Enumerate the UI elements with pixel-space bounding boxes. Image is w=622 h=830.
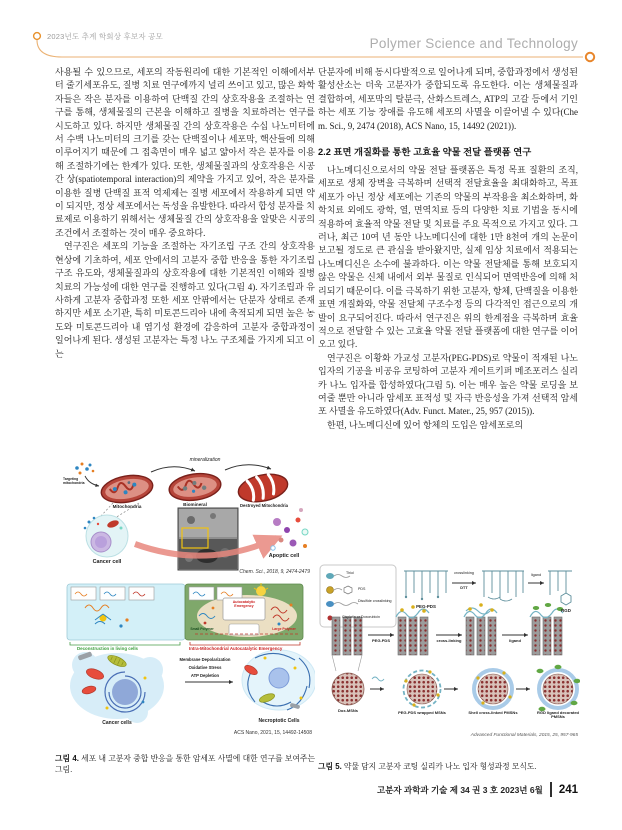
fig4-label-small-polymer: Small Polymer [190, 627, 214, 631]
fig4-label-intra-mitochondrial: Intra-Mitochondrial Autocatalytic Emergency [189, 646, 283, 651]
right-column [318, 66, 578, 562]
fig4-citation-chem-sci: Chem. Sci., 2018, 9, 2474-2479 [239, 569, 310, 575]
fig4-citation-acs-nano: ACS Nano, 2021, 15, 14492-14508 [233, 730, 312, 736]
fig4-label-oxidative-stress: Oxidative Stress [188, 665, 222, 670]
figure-5-illustration [318, 563, 580, 751]
fig4-label-large-polymer: Large Polymer [272, 627, 296, 631]
figure-5-caption-text: 약물 담지 고분자 코팅 실리카 나노 입자 형성과정 모식도. [343, 761, 537, 771]
journal-title: Polymer Science and Technology [369, 36, 578, 51]
fig5-particle-rgd-decorated: RGD ligand decorated PMSNs [536, 710, 579, 720]
body-paragraph: 연구진은 세포의 기능을 조절하는 자기조립 구조 간의 상호작용 현상에 기초하여, 세포 안에서의 고분자 중합 반응을 통한 자기조립 구조 유도와, 생체물질과의 상호작용에 대한 기본적인 이해와 질병 치료의 가능성에 대한 연구를 진행하고 있다(그림 4). 자기조립과 유사하게 고분자 중합과정 또한 세포 안팎에서는 단분자 상태로 존재하지만 세포 소기관, 특히 미토콘드리아 내에 축적되게 되면 높은 농도와 미토콘드리아 내 염기성 환경에 감응하여 고분자 중합과정이 일어나게 된다. 생성된 고분자는 특정 나노 구조체를 가지게 되고 이는 [55, 241, 315, 359]
fig4-label-biomineral: Biomineral [183, 502, 207, 507]
section-heading: 2.2 표면 개질화를 통한 고효율 약물 전달 플랫폼 연구 [318, 147, 532, 158]
fig5-arrow-label-ligand: ligand [509, 638, 521, 643]
fig5-label-crosslinking: crosslinking [454, 571, 474, 575]
fig4-label-mineralization: mineralization [189, 457, 221, 463]
fig4-label-mitochondria: Mitochondria [112, 504, 142, 509]
body-paragraph: 연구진은 이황화 가교성 고분자(PEG-PDS)로 약물이 적재된 나노 입자의 기공을 비공유 코팅하여 고분자 게이트키퍼 메조포러스 실리카 나노 입자를 합성하였다(그림 5). 이는 매우 높은 약물 로딩을 보여줄 뿐만 아니라 암세포 표적성 및 자극 반응성을 가져 선택적 암세포 사멸을 유도하였다(Adv. Funct. Mater., 25, 957 (2015)). [318, 352, 578, 417]
fig4-label-deconstruction: Deconstruction in living cells [77, 646, 138, 651]
fig5-legend-disulfide: Disulfide crosslinking [358, 599, 392, 603]
fig5-legend-cisplatin-doxorubicin: Cisplatin or Doxorubicin [342, 615, 380, 619]
fig4-label-apoptic-cell: Apoptic cell [268, 553, 300, 559]
fig5-label-peg-pds-polymer: PEG-PDS [416, 604, 436, 609]
figure-4-illustration [55, 458, 315, 743]
figure-4-caption-label: 그림 4. [55, 753, 79, 763]
fig5-particle-dox-msns: Dox-MSNs [337, 708, 358, 713]
fig5-arrow-label-cross-linking: cross-linking [436, 638, 462, 643]
fig4-label-cancer-cells: Cancer cells [102, 720, 132, 726]
fig5-legend-thiol: Thiol [346, 571, 354, 575]
fig5-particle-shell-crosslinked: Shell cross-linked PMSNs [468, 710, 518, 715]
fig5-citation-afm: Advanced Functional Materials, 2015, 25, 957-965 [470, 733, 578, 738]
page-footer [377, 782, 578, 797]
fig5-arrow-label-peg-pds: PEG-PDS [371, 638, 390, 643]
fig5-label-ligand-top: ligand [530, 573, 542, 577]
figure-5-caption [318, 761, 580, 772]
body-paragraph: 나노메디신으로서의 약물 전달 플랫폼은 특정 목표 질환의 조직, 세포로 생체 장벽을 극복하며 선택적 전달효율을 최대화하고, 목표 세포가 아닌 정상 세포에는 기존의 약물의 부작용을 최소화하며, 화학치료 외에도 광학, 열, 면역치료 등의 다양한 치료 기법을 동시에 적용하여 효율적 약물 전달 및 치료를 주요 목적으로 가지고 있다. 그러나, 최근 10여 년 동안 나노메디신에 대한 1만 8천여 개의 논문이 보고될 정도로 큰 관심을 받아왔지만, 실제 임상 치료에서 적용되는 나노메디신은 소수에 불과하다. 이는 약물 전달체를 통해 보호되지 않은 약물은 신체 내에서 외부 물질로 인식되어 면역반응에 의해 처리되기 때문이다. 이를 극복하기 위한 고분자, 항체, 단백질을 이용한 표면 개질화와, 약물 전달체 구조수정 등의 다각적인 접근으로의 개발이 요구되어진다. 따라서 연구진은 위의 한계점을 극복하며 효율적으로 전달할 수 있는 고효율 약물 전달 플랫폼에 대한 연구를 이어오고 있다. [318, 165, 578, 350]
fig4-label-targeting-mitochondria: Targeting mitochondria [63, 477, 85, 485]
figure-5-graphic [318, 563, 580, 751]
fig5-particle-peg-pds-wrapped: PEG-PDS wrapped MSNs [398, 710, 446, 715]
body-paragraph: 사용될 수 있으므로, 세포의 작동원리에 대한 기본적인 이해에서부터 줄기세포유도, 질병 치료 연구에까지 널리 쓰이고 있고, 많은 화학자들은 작은 분자를 이용하여 단백질 간의 상호작용을 조절하는 연구를 통해, 생체물질의 근본을 이해하고 질병을 치료하려는 연구를 시도하고 있다. 하지만 생체물질 간의 상호작용은 수십 나노미터에서 수백 나노미터의 크기를 갖는 단백질이나 세포막, 핵산들에 의해 이루어지기 때문에 그 접촉면이 매우 넓고 얇아서 작은 분자를 이용해 조절하기에는 한계가 있다. 또한, 생체물질과의 상호작용은 시공간 상(spatiotemporal interaction)의 제약을 가지고 있어, 작은 분자를 이용한 질병 단백질 표적 억제제는 질병 세포에서 작용하게 되면 약이 되지만, 정상 세포에서는 독성을 유발한다. 따라서 합성 분자를 치료제로 이용하기 위해서는 생체물질 간의 상호작용을 알맞은 시공의 조건에서 조절하는 것이 매우 중요하다. [55, 67, 315, 238]
left-column [55, 66, 315, 456]
header-event-label: 2023년도 추계 학회상 후보자 공모 [47, 32, 163, 41]
figure-5-caption-label: 그림 5. [318, 761, 342, 771]
fig5-label-rgd: RGD [561, 608, 571, 613]
figure-4-graphic [55, 458, 315, 743]
page-number: 241 [558, 783, 578, 796]
body-paragraph: 단분자에 비해 동시다발적으로 일어나게 되며, 중합과정에서 생성된 활성산소는 더욱 고분자가 중합되도록 유도한다. 이는 생체물질과 결합하여, 세포막의 탈분극, 산화스트레스, ATP의 고갈 등에서 기인하는 세포 기능 장애를 유도해 세포의 사멸을 이끌어낼 수 있다(Chem. Sci., 9, 2474 (2018), ACS Nano, 15, 14492 (2021)). [318, 67, 578, 131]
footer-divider [550, 782, 552, 797]
figure-4-caption [55, 753, 315, 775]
fig4-label-atp-depletion: ATP Depletion [190, 673, 220, 678]
fig4-label-autocatalytic-emergency-box: Autocatalytic Emergency [232, 600, 256, 609]
fig5-legend-pds: PDS [358, 587, 366, 591]
fig4-label-necroptotic-cells: Necroptotic Cells [258, 718, 300, 724]
fig4-label-destroyed-mitochondria: Destroyed Mitochondria [240, 503, 288, 508]
figure-4-caption-text: 세포 내 고분자 중합 반응을 통한 암세포 사멸에 대한 연구를 보여주는 그림. [55, 753, 315, 774]
fig4-label-cancer-cell: Cancer cell [92, 559, 122, 565]
fig4-label-membrane-depolarization: Membrane Depolarization [179, 657, 231, 662]
footer-journal-info: 고분자 과학과 기술 제 34 권 3 호 2023년 6월 [376, 784, 543, 795]
fig5-label-dtt: DTT [460, 586, 468, 590]
body-paragraph: 한편, 나노메디신에 있어 항체의 도입은 암세포로의 [327, 419, 524, 430]
